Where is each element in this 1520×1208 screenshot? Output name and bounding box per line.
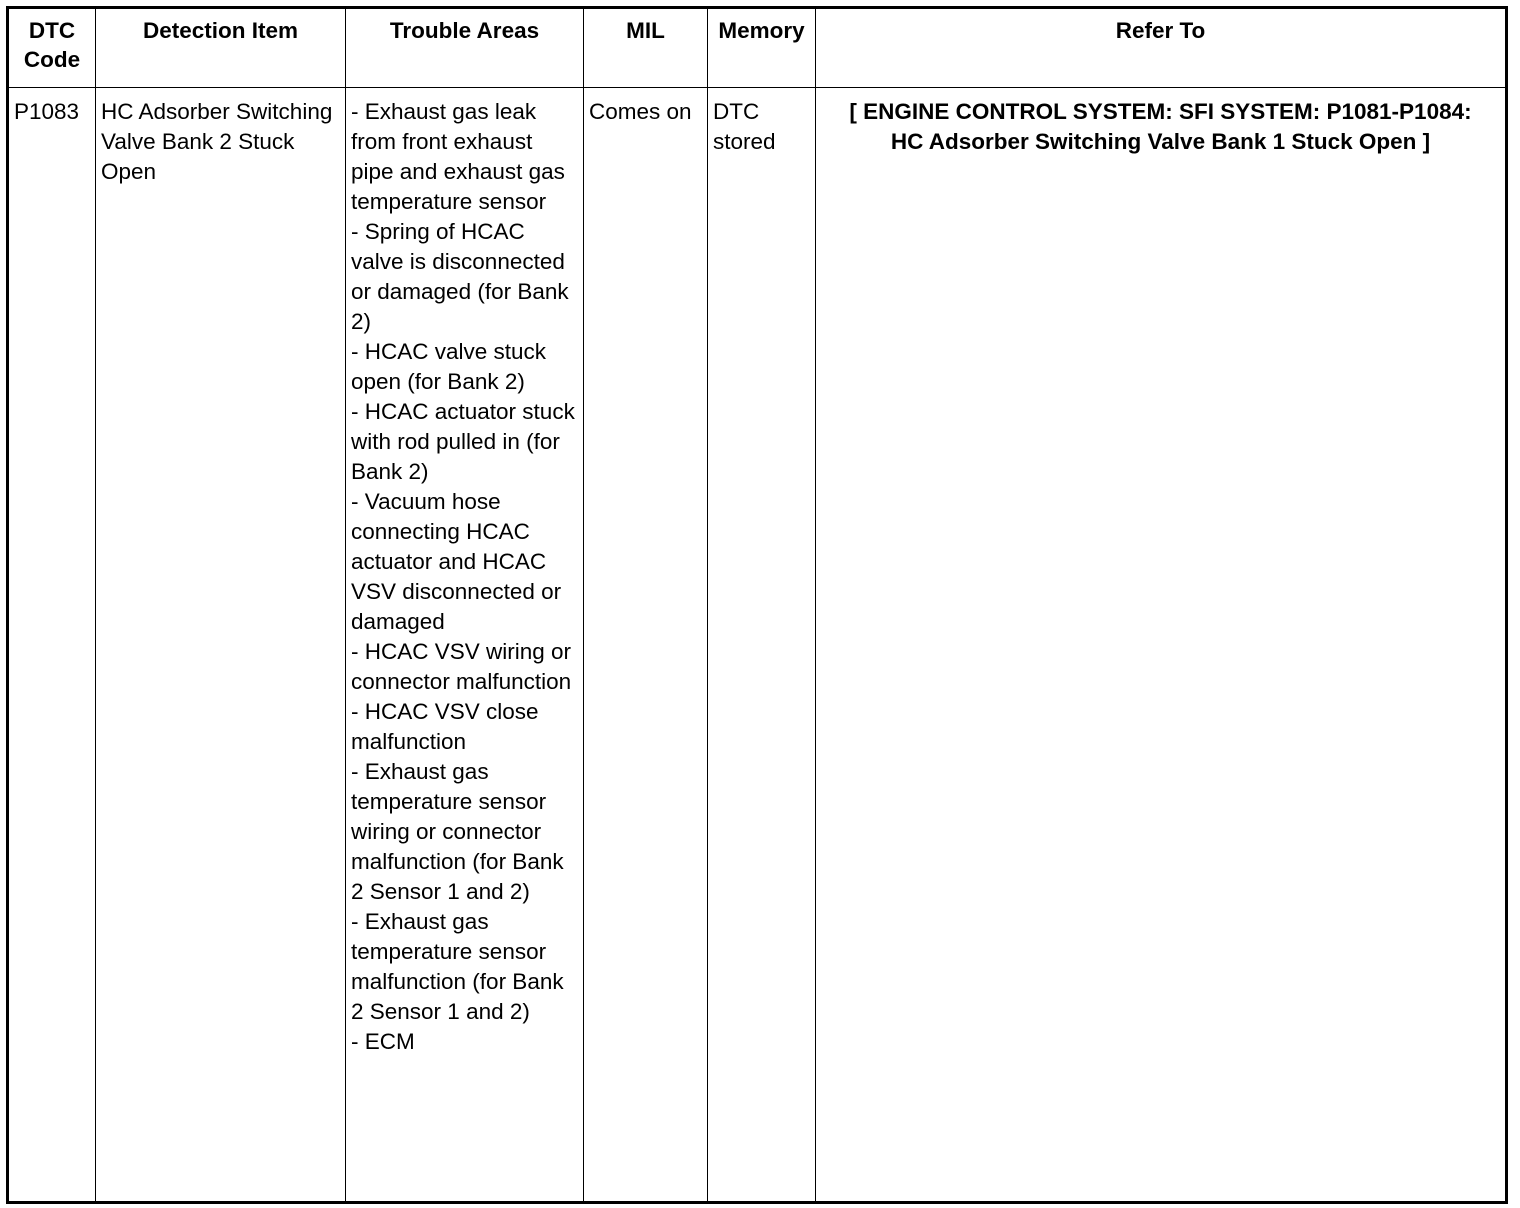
- header-detection-item: Detection Item: [96, 8, 346, 88]
- trouble-area-item: - Exhaust gas temperature sensor malfunction (for Bank 2 Sensor 1 and 2): [351, 909, 564, 1024]
- header-row: [8, 8, 1507, 88]
- trouble-area-item: - HCAC valve stuck open (for Bank 2): [351, 339, 547, 394]
- trouble-area-item: - Exhaust gas temperature sensor wiring or connector malfunction (for Bank 2 Sensor 1 and 2): [351, 759, 564, 904]
- header-dtc-code: DTC Code: [8, 8, 96, 88]
- trouble-area-item: - Exhaust gas leak from front exhaust pipe and exhaust gas temperature sensor: [351, 99, 565, 214]
- header-refer-to: Refer To: [816, 8, 1507, 88]
- table-row: [8, 88, 1507, 1203]
- trouble-area-item: - HCAC VSV close malfunction: [351, 699, 539, 754]
- trouble-area-item: - HCAC actuator stuck with rod pulled in (for Bank 2): [351, 399, 575, 484]
- trouble-area-item: - HCAC VSV wiring or connector malfunction: [351, 639, 572, 694]
- header-memory: Memory: [708, 8, 816, 88]
- cell-refer-to-link[interactable]: [ ENGINE CONTROL SYSTEM: SFI SYSTEM: P1081-P1084: HC Adsorber Switching Valve Bank 1 Stuck Open ]: [816, 88, 1507, 1203]
- cell-detection-item: HC Adsorber Switching Valve Bank 2 Stuck Open: [96, 88, 346, 1203]
- dtc-table: [6, 6, 1508, 1204]
- header-mil: MIL: [584, 8, 708, 88]
- trouble-area-item: - ECM: [351, 1029, 415, 1054]
- trouble-area-item: - Spring of HCAC valve is disconnected or damaged (for Bank 2): [351, 219, 569, 334]
- trouble-area-item: - Vacuum hose connecting HCAC actuator and HCAC VSV disconnected or damaged: [351, 489, 562, 634]
- cell-dtc-code: P1083: [8, 88, 96, 1203]
- header-trouble-areas: Trouble Areas: [346, 8, 584, 88]
- cell-trouble-areas: [346, 88, 584, 1203]
- cell-memory: DTC stored: [708, 88, 816, 1203]
- cell-mil: Comes on: [584, 88, 708, 1203]
